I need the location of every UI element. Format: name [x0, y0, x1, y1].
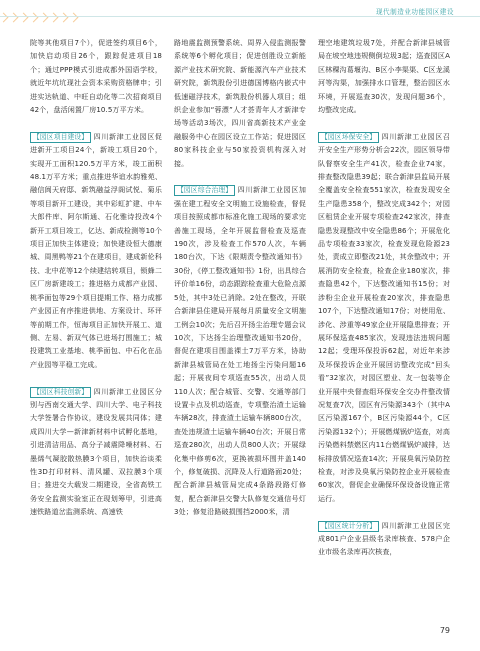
paragraph-text: 四川新津工业园区完成801户企业县级名录库核查、578户企业市级名录库再次核查，	[318, 520, 450, 557]
paragraph-text: 路地震监测预警系统、周界入侵监测报警系统等6个孵化项目；促进创胜设立新能源产业技术研究院、新能源汽车产业技术研究院，新筑股份引进德国博格内嵌式中低速磁浮技术，新筑股份机器人项目；组织企业参加“蓉漂”人才荟青年人才新津专场等活动3场次，四川省高新技术产业金融服务中心在园区设立工作站；促进园区80家科技企业与50家投资机构深入对接。	[174, 38, 306, 168]
section-tag: 【园区环保安全】	[318, 132, 379, 143]
section-tag: 【园区综合治理】	[174, 185, 235, 196]
paragraph	[318, 36, 450, 116]
article-body	[30, 36, 450, 606]
column-2	[174, 36, 306, 606]
paragraph-text: 四川新津工业园区促进新开工项目24个，新竣工项目20个，实现开工面积120.5万平方米，竣工面积48.1万平方米；重点推进华谊水韵雅苑、融信阆天府邸、新筑融益浮阁试悦、菊乐等项目新开工建设，其中彩虹扩建、中车大郎件库、阿尔斯通、石化雅诗投改4个新开工项目竣工，亿达、新成检测等10个项目正加快主体建设；加快建设恒大德康城、周黑鸭等21个在建项目，建成新伦科技、北中花等12个续建结转项目，锁蜂二区厂房新建竣工；推进格力成都产业园、桃季面包等29个项目提期工作、格力成都产业园正有序推进供地、方案设计、环评等前期工作，恒海项目正加快开展工、道侧、左易、新双气体已进场打围施工；城投建筑工业基地、桃季面包、中石化在品产业园等平稳工完成。	[30, 131, 162, 369]
paragraph	[30, 130, 162, 371]
section-title: 现代制造业功能园区建设	[375, 8, 454, 16]
section-tag: 【园区科技创新】	[30, 387, 91, 398]
section-tag: 【园区项目建设】	[30, 132, 91, 143]
page-header	[0, 0, 480, 30]
paragraph	[30, 36, 162, 116]
paragraph-text: 院等其他项目7个），促进签约项目6个，加快启动项目26个，跟踪促进项目18个；通过PPP模式引进成都外国语学校，就近年坑坑现社会资本采购资格牌申；引进实达轨道、中旺自动化等二次招商项目42个，盘活闲置厂房10.5万平方米。	[30, 38, 162, 115]
paragraph	[174, 183, 306, 518]
paragraph	[30, 385, 162, 519]
header-rule	[0, 16, 480, 17]
paragraph	[174, 36, 306, 170]
paragraph-text: 四川新津工业园区分别与西南交通大学、四川大学、电子科技大学签署合作协议，建设发展共同体；建成四川大学—新津新材料中试孵化基地，引进清洁用品、高分子减震降噪材料、石墨烯气凝胶散热膜3个项目，加快治谈柔性3D打印材料、清风罐、双拉膜3个项目；推进交大载发二期建设，全省高铁工务安全监测实验室正在现划筹甲，引进高速铁路道岔监测系统、高速铁	[30, 386, 162, 517]
paragraph	[318, 519, 450, 559]
paragraph-text: 四川新津工业园区召开安全生产形势分析会22次，园区领导带队督察安全生产41次，检查企业74家，排查整改隐患39起；联合新津县监局开展全覆盖安全检查551家次，检查发现安全生产隐患358个，整改完成342个；对园区租赁企业开展专项检查242家次，排查隐患发现整改中安全隐患86个；开展危化品专项检查33家次，检查发现危险源23处，责成立即整改21处，其余整改中；开展消防安全检查，检查企业180家次，排查隐患42个，下达整改通知书15份；对涉粉尘企业开展检查20家次，排查隐患107个，下达整改通知17份；对使用危、涉化、涉重等49家企业开展隐患排查；开展环保巡查485家次，发现违法违规问题12起；受理环保投诉62起，对近年来涉及环保投诉企业开展回访整改完成“回头看”32家次，对园区塑业、友一包装等企业开展中央督查组环保安全交办件整改情况复查7次，园区有污染源343个（其中A区污染源167个，B区污染源44个，C区污染源132个）；开展燃煤锅炉巡查，对高污染燃料禁燃区内11台燃煤锅炉减排，达标排放情况巡查14次；开展臭氧污染防控检查，对涉及臭氧污染防控企业开展检查60家次，督促企业确保环保设备设施正常运行。	[318, 131, 450, 503]
column-3	[318, 36, 450, 606]
section-tag: 【园区统计分析】	[318, 521, 379, 532]
column-1	[30, 36, 162, 606]
paragraph-text: 四川新津工业园区加强在建工程安全文明施工设施检查，督促项目按照成都市标准化施工现场的要求完善施工现场，全年开展监督检查及巡查190次，涉及检查工作570人次，车辆180台次，下达《限期责令整改通知书》30份，《停工整改通知书》1份，出具综合评价单16份，动态跟踪检查重大危险点源5处，其中3处已消除。2处在整改，开联合新津县住建局开展每月质量安全文明施工例会10次；先后召开扬尘治理专题会议10次，下达扬尘治理整改通知书20份，督促在建项目围盖裸土7万平方米，协助新津县城管局在处工地扬尘污染问题16起；开展夜间专项巡查55次，出动人员110人次；配合城管、交警、交通等部门设置卡点及机动巡查，专项整治渣土运输车辆28次，排查渣土运输车辆800台次，查处违规渣土运输车辆40台次；开展日常巡查280次，出动人员800人次；开展绿化集中修剪6次，更换被损坏围井盖140个，修复破损、沉降及人行道路面20处；配合新津县城管局完成4条路段路灯修复，配合新津县交警大队修复交通信号灯3处；修复沿路破损围挡2000米，清	[174, 185, 306, 517]
chevron-decoration-icon	[0, 12, 150, 22]
page-number: 79	[439, 626, 450, 635]
paragraph	[318, 130, 450, 505]
paragraph-text: 理空地建筑垃圾7处，并配合新津县城管局在坡空地违规侧倒垃圾3起；巡查园区A区林稞沟葛堰沟、B区小李渠渠、C区龙溪河等沟渠，加强排水口管理，整治园区水环境，开展巡查30次，发现问题36个，均整改完成。	[318, 38, 450, 115]
